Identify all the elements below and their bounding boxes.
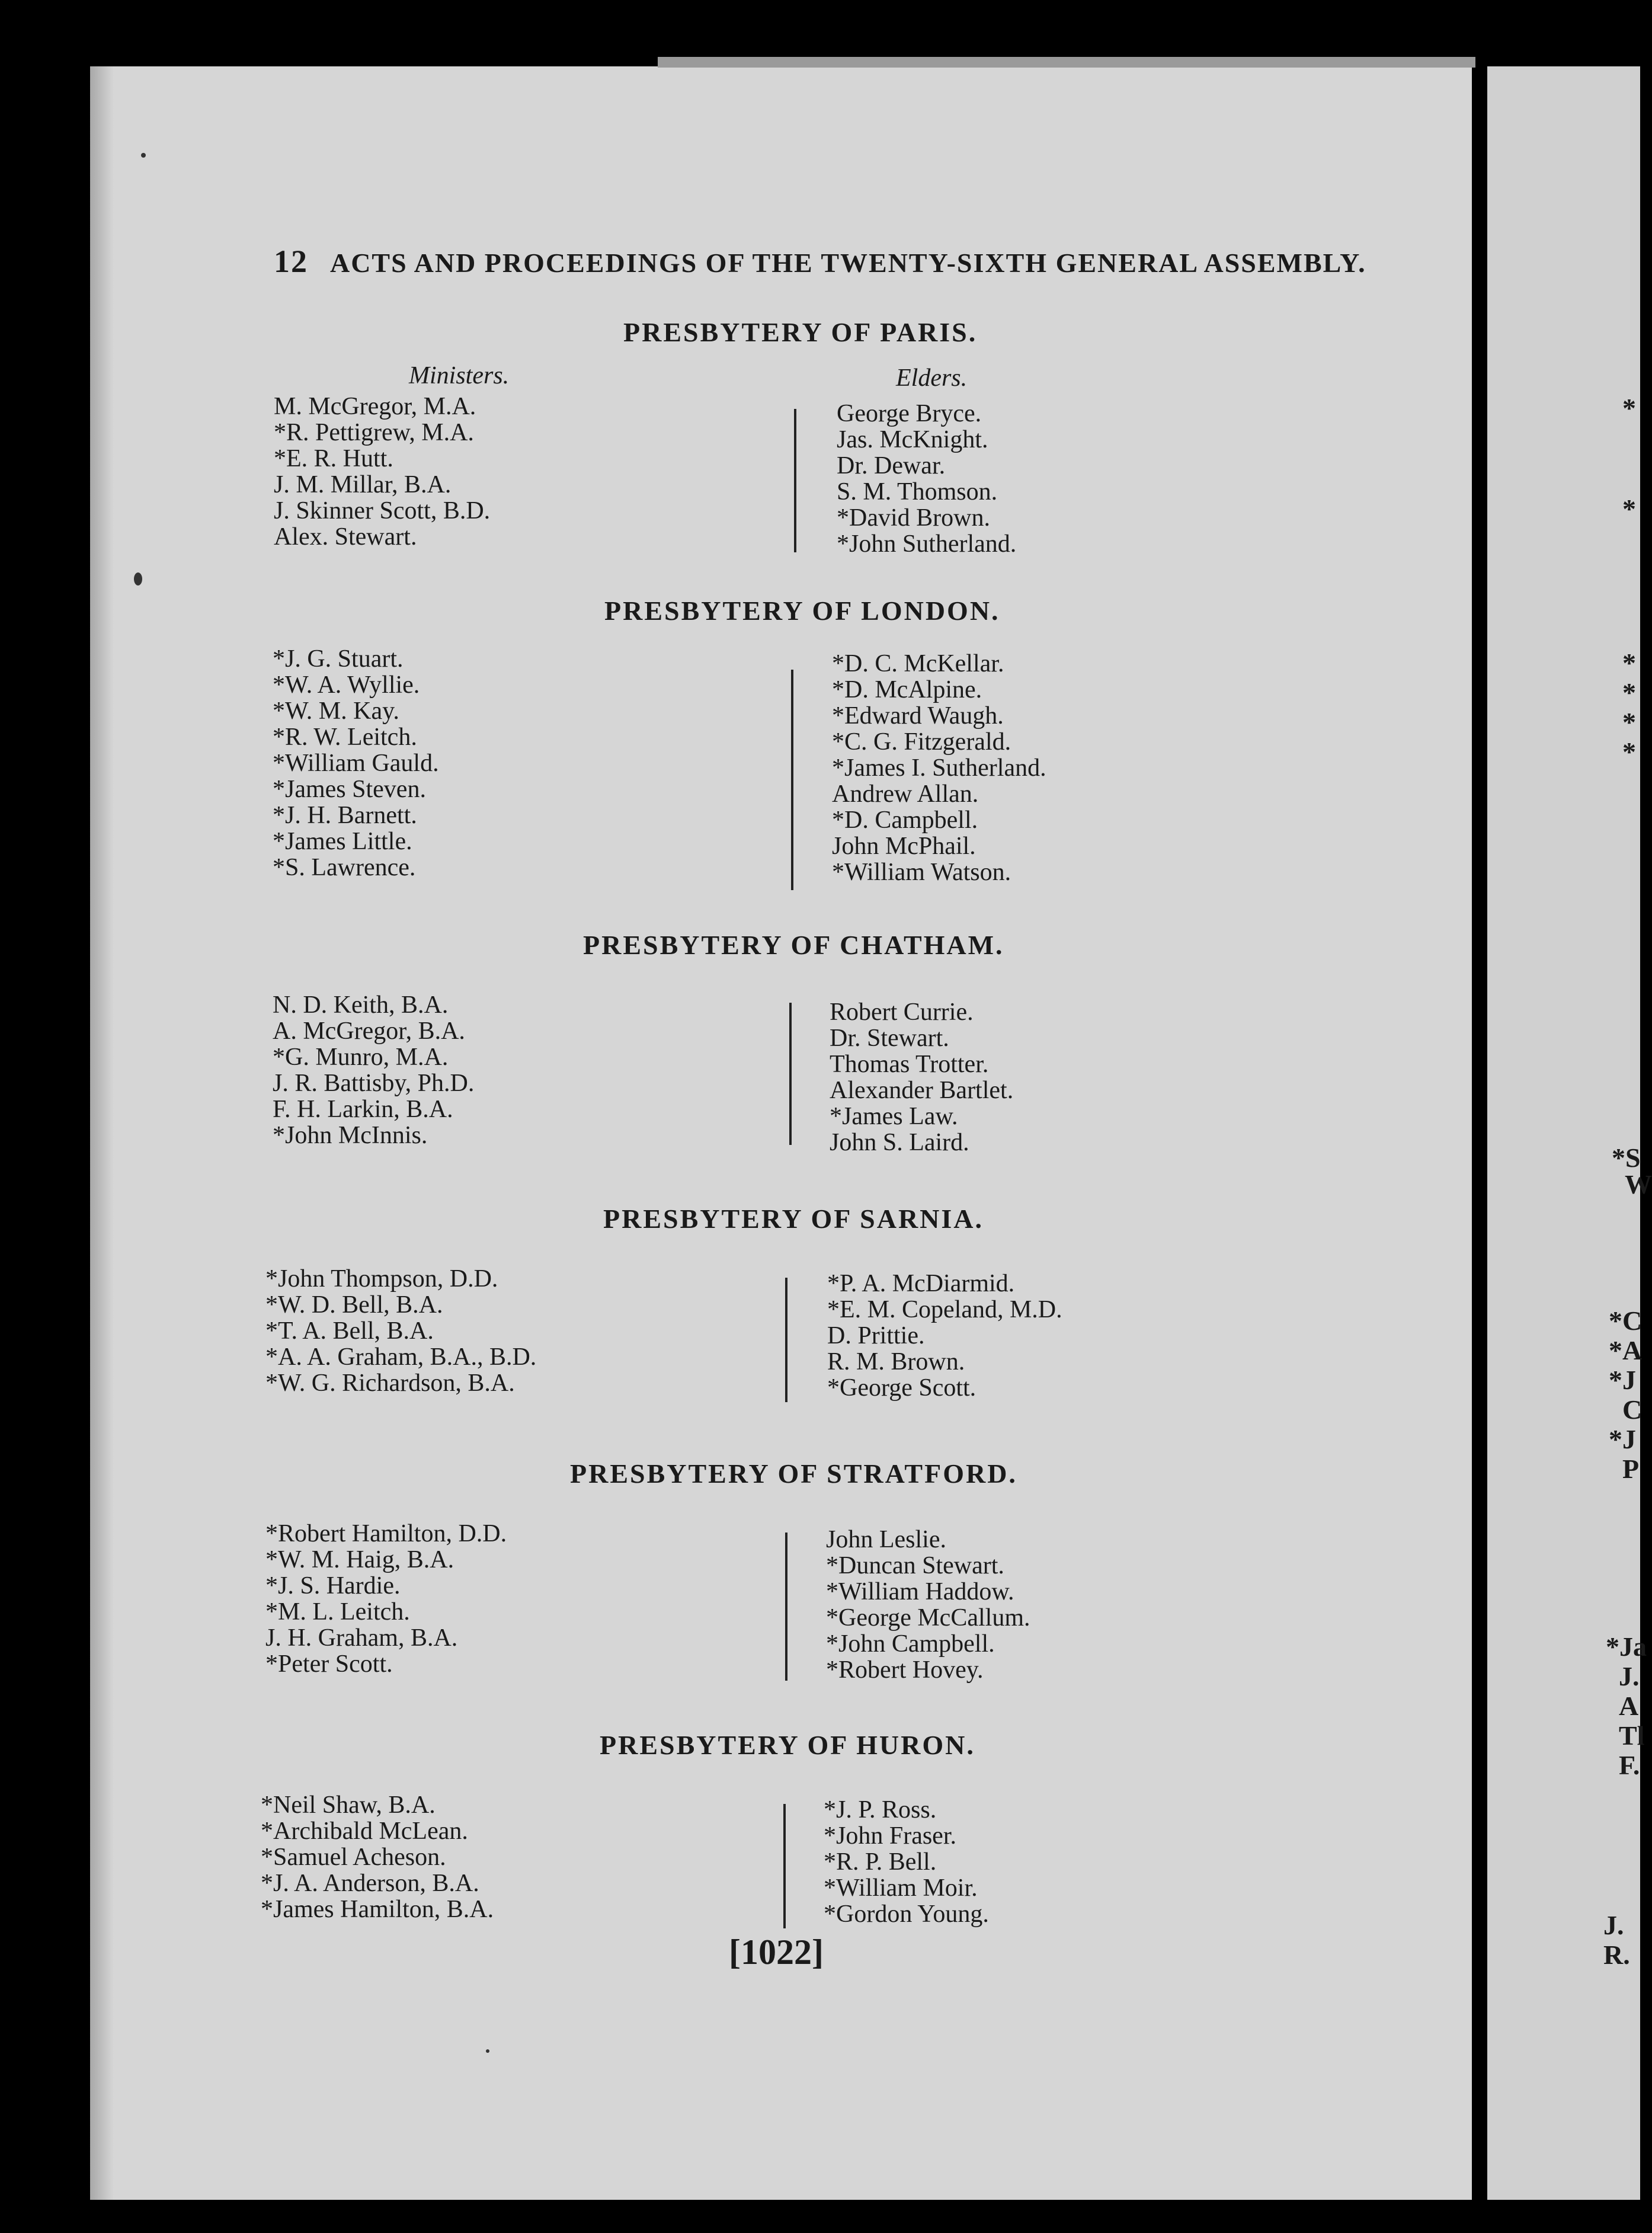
elder-name: *Edward Waugh. xyxy=(832,702,1004,730)
elder-name: *David Brown. xyxy=(837,504,990,532)
ministers-list xyxy=(273,646,439,881)
elder-name: *George Scott. xyxy=(827,1374,977,1402)
minister-name: *J. H. Barnett. xyxy=(273,802,417,829)
elder-name: *Duncan Stewart. xyxy=(826,1552,1004,1579)
ministers-list xyxy=(274,394,490,550)
elders-list xyxy=(832,651,1046,885)
elders-column-heading: Elders. xyxy=(896,364,968,392)
minister-name: *E. R. Hutt. xyxy=(274,445,393,472)
page-number: 12 xyxy=(274,244,308,279)
minister-name: *Archibald McLean. xyxy=(261,1818,468,1845)
facing-fragment: J. xyxy=(1603,1910,1624,1940)
minister-name: *J. A. Anderson, B.A. xyxy=(261,1870,479,1897)
presbytery-title: PRESBYTERY OF HURON. xyxy=(600,1730,975,1760)
minister-name: *W. A. Wyllie. xyxy=(273,671,420,699)
elder-name: *D. Campbell. xyxy=(832,807,978,834)
facing-fragment: * xyxy=(1622,737,1636,767)
column-divider xyxy=(791,670,793,890)
elder-name: *James I. Sutherland. xyxy=(832,754,1046,782)
elder-name: *John Campbell. xyxy=(826,1630,995,1658)
minister-name: *R. Pettigrew, M.A. xyxy=(274,419,474,446)
presbytery-title: PRESBYTERY OF CHATHAM. xyxy=(583,930,1004,960)
facing-fragment: A xyxy=(1619,1691,1639,1721)
elders-list xyxy=(827,1271,1062,1401)
elder-name: *D. McAlpine. xyxy=(832,676,982,703)
facing-fragment: C xyxy=(1622,1394,1643,1425)
facing-fragment: *A xyxy=(1609,1335,1643,1365)
column-divider xyxy=(785,1278,787,1402)
scan-speck xyxy=(486,2049,489,2053)
minister-name: *James Steven. xyxy=(273,776,426,803)
facing-fragment: * xyxy=(1622,393,1636,423)
minister-name: A. McGregor, B.A. xyxy=(273,1018,465,1045)
minister-name: *J. G. Stuart. xyxy=(273,645,404,673)
elder-name: *Gordon Young. xyxy=(824,1901,989,1928)
elder-name: *John Fraser. xyxy=(824,1822,956,1850)
elder-name: *George McCallum. xyxy=(826,1604,1030,1631)
scan-speck xyxy=(134,572,142,586)
elder-name: Alexander Bartlet. xyxy=(830,1077,1014,1104)
facing-fragment: * xyxy=(1622,494,1636,524)
minister-name: M. McGregor, M.A. xyxy=(274,393,476,420)
facing-fragment: * xyxy=(1622,648,1636,678)
running-title: ACTS AND PROCEEDINGS OF THE TWENTY-SIXTH GENERAL ASSEMBLY. xyxy=(329,248,1366,278)
column-divider xyxy=(789,1003,792,1145)
elder-name: Robert Currie. xyxy=(830,999,974,1026)
page-gutter-shadow xyxy=(90,66,114,2200)
running-header xyxy=(274,243,1366,280)
elders-list xyxy=(830,999,1013,1156)
minister-name: *John Thompson, D.D. xyxy=(265,1265,498,1293)
minister-name: *J. S. Hardie. xyxy=(265,1572,401,1599)
folio-number: [1022] xyxy=(729,1933,824,1972)
elder-name: *William Watson. xyxy=(832,859,1011,886)
facing-fragment: *J xyxy=(1609,1365,1636,1395)
minister-name: *William Gauld. xyxy=(273,750,439,777)
minister-name: *G. Munro, M.A. xyxy=(273,1044,449,1071)
presbytery-title: PRESBYTERY OF PARIS. xyxy=(623,317,978,347)
elder-name: John McPhail. xyxy=(832,833,976,860)
elder-name: John S. Laird. xyxy=(830,1129,969,1156)
elder-name: *William Haddow. xyxy=(826,1578,1014,1605)
facing-fragment: R. xyxy=(1603,1940,1630,1970)
presbytery-title: PRESBYTERY OF SARNIA. xyxy=(603,1204,984,1234)
elder-name: *R. P. Bell. xyxy=(824,1848,937,1876)
minister-name: *W. D. Bell, B.A. xyxy=(265,1291,443,1319)
elder-name: Andrew Allan. xyxy=(832,780,979,808)
minister-name: *R. W. Leitch. xyxy=(273,724,417,751)
elder-name: *C. G. Fitzgerald. xyxy=(832,728,1011,756)
minister-name: *James Little. xyxy=(273,828,412,855)
elder-name: *William Moir. xyxy=(824,1874,978,1902)
presbytery-title: PRESBYTERY OF LONDON. xyxy=(604,596,1000,626)
minister-name: *S. Lawrence. xyxy=(273,854,416,881)
ministers-list xyxy=(265,1521,507,1677)
facing-fragment: W xyxy=(1625,1169,1652,1199)
facing-fragment: J. xyxy=(1619,1661,1640,1691)
minister-name: N. D. Keith, B.A. xyxy=(273,991,449,1019)
facing-fragment: *J xyxy=(1609,1424,1636,1454)
elder-name: George Bryce. xyxy=(837,400,982,427)
ministers-column-heading: Ministers. xyxy=(409,362,510,389)
minister-name: *James Hamilton, B.A. xyxy=(261,1896,494,1923)
elder-name: *J. P. Ross. xyxy=(824,1796,937,1823)
facing-fragment: *Ja xyxy=(1606,1631,1647,1662)
minister-name: J. R. Battisby, Ph.D. xyxy=(273,1070,475,1097)
ministers-list xyxy=(265,1266,536,1396)
elder-name: *James Law. xyxy=(830,1103,958,1130)
minister-name: *W. G. Richardson, B.A. xyxy=(265,1370,515,1397)
minister-name: *Peter Scott. xyxy=(265,1650,393,1678)
facing-fragment: * xyxy=(1622,707,1636,737)
facing-fragment: *C xyxy=(1609,1306,1643,1336)
column-divider xyxy=(783,1804,786,1928)
ministers-list xyxy=(261,1792,494,1922)
page-top-edge xyxy=(658,57,1475,68)
elders-list xyxy=(826,1527,1030,1683)
column-divider xyxy=(785,1533,787,1681)
column-divider xyxy=(794,409,796,552)
elders-list xyxy=(824,1797,989,1927)
presbytery-title: PRESBYTERY OF STRATFORD. xyxy=(570,1458,1017,1489)
minister-name: F. H. Larkin, B.A. xyxy=(273,1096,453,1123)
elder-name: *D. C. McKellar. xyxy=(832,650,1004,677)
minister-name: *Neil Shaw, B.A. xyxy=(261,1791,436,1819)
elder-name: *E. M. Copeland, M.D. xyxy=(827,1296,1062,1323)
facing-fragment: *S xyxy=(1612,1143,1641,1173)
elder-name: R. M. Brown. xyxy=(827,1348,965,1375)
minister-name: Alex. Stewart. xyxy=(274,523,417,551)
minister-name: *T. A. Bell, B.A. xyxy=(265,1317,434,1345)
elder-name: Thomas Trotter. xyxy=(830,1051,989,1078)
minister-name: *M. L. Leitch. xyxy=(265,1598,410,1626)
facing-fragment: * xyxy=(1622,677,1636,708)
minister-name: *Robert Hamilton, D.D. xyxy=(265,1520,507,1547)
facing-fragment: F. xyxy=(1619,1750,1640,1780)
elder-name: D. Prittie. xyxy=(827,1322,925,1349)
minister-name: *A. A. Graham, B.A., B.D. xyxy=(265,1343,537,1371)
minister-name: *Samuel Acheson. xyxy=(261,1844,446,1871)
minister-name: J. Skinner Scott, B.D. xyxy=(274,497,491,524)
elder-name: *John Sutherland. xyxy=(837,530,1017,558)
minister-name: *John McInnis. xyxy=(273,1122,428,1149)
elder-name: Dr. Dewar. xyxy=(837,452,946,479)
minister-name: J. H. Graham, B.A. xyxy=(265,1624,458,1652)
minister-name: *W. M. Kay. xyxy=(273,698,399,725)
ministers-list xyxy=(273,992,474,1149)
elder-name: Dr. Stewart. xyxy=(830,1025,949,1052)
elder-name: *Robert Hovey. xyxy=(826,1656,984,1684)
facing-fragment: Tl xyxy=(1619,1720,1645,1751)
scan-speck xyxy=(141,153,146,158)
minister-name: J. M. Millar, B.A. xyxy=(274,471,452,498)
elder-name: John Leslie. xyxy=(826,1526,946,1553)
facing-fragment: P xyxy=(1622,1454,1640,1484)
facing-page xyxy=(1487,66,1652,2200)
elder-name: *P. A. McDiarmid. xyxy=(827,1270,1015,1297)
elder-name: S. M. Thomson. xyxy=(837,478,998,506)
minister-name: *W. M. Haig, B.A. xyxy=(265,1546,454,1573)
elder-name: Jas. McKnight. xyxy=(837,426,988,453)
elders-list xyxy=(837,401,1016,557)
